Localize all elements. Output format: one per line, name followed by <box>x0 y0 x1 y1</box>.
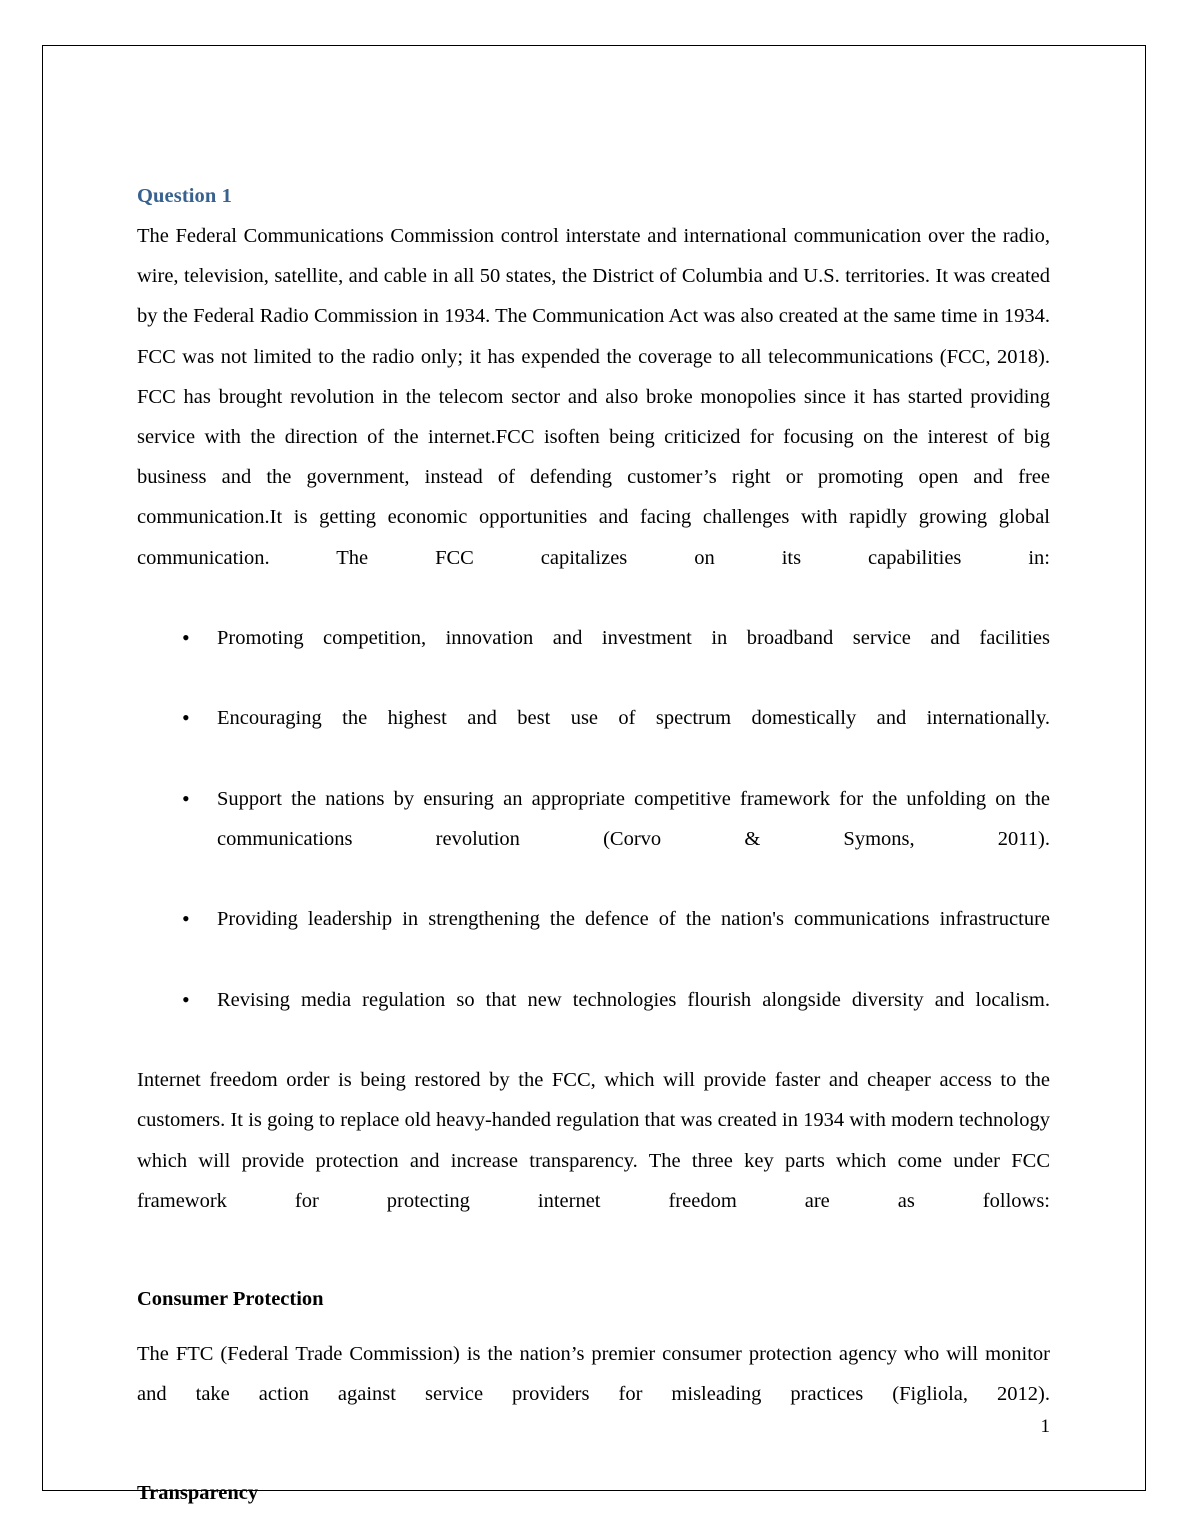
question-1-heading: Question 1 <box>137 185 232 207</box>
spacer <box>137 1455 1050 1479</box>
list-item-text: Revising media regulation so that new technologies flourish alongside diversity and localism. <box>217 988 1050 1011</box>
bullet-dot-icon: • <box>182 625 190 651</box>
list-item <box>137 698 1050 778</box>
list-item-text: Encouraging the highest and best use of spectrum domestically and internationally. <box>217 707 1050 730</box>
list-item-text: Support the nations by ensuring an appropriate competitive framework for the unfolding on the communications revolution (Corvo & Symons, 2011). <box>217 787 1050 851</box>
list-item-text: Providing leadership in strengthening the defence of the nation's communications infrastructure <box>217 908 1050 931</box>
bullet-dot-icon: • <box>182 986 190 1012</box>
list-item-text: Promoting competition, innovation and investment in broadband service and facilities <box>217 627 1050 650</box>
consumer-protection-heading: Consumer Protection <box>137 1288 324 1311</box>
transparency-heading: Transparency <box>137 1481 259 1504</box>
list-item <box>137 980 1050 1060</box>
question-1-paragraph: The Federal Communications Commission control interstate and international communication over the radio, wire, television, satellite, and cable in all 50 states, the District of Columbia and U.S. territories. It was created by the Federal Radio Commission in 1934. The Communication Act was also created at the same time in 1934. FCC was not limited to the radio only; it has expended the coverage to all telecommunications (FCC, 2018). FCC has brought revolution in the telecom sector and also broke monopolies since it has started providing service with the direction of the internet.FCC isoften being criticized for focusing on the interest of big business and the government, instead of defending customer’s right or promoting open and free communication.It is getting economic opportunities and facing challenges with rapidly growing global communication. The FCC capitalizes on its capabilities in: <box>137 225 1050 569</box>
list-item <box>137 899 1050 979</box>
bullet-dot-icon: • <box>182 785 190 811</box>
capabilities-bullet-list <box>137 618 1050 1060</box>
spacer <box>137 1313 1050 1334</box>
page-number: 1 <box>1040 1416 1050 1437</box>
list-item <box>137 779 1050 900</box>
document-content <box>137 183 1050 1507</box>
bullet-dot-icon: • <box>182 705 190 731</box>
bullet-dot-icon: • <box>182 906 190 932</box>
consumer-protection-paragraph: The FTC (Federal Trade Commission) is the nation’s premier consumer protection agency who will monitor and take action against service providers for misleading practices (Figliola, 2012). <box>137 1343 1050 1406</box>
spacer <box>137 1261 1050 1285</box>
list-item <box>137 618 1050 698</box>
internet-freedom-paragraph: Internet freedom order is being restored by the FCC, which will provide faster and cheaper access to the customers. It is going to replace old heavy-handed regulation that was created in 1934 with modern technology which will provide protection and increase transparency. The three key parts which come under FCC framework for protecting internet freedom are as follows: <box>137 1069 1050 1212</box>
